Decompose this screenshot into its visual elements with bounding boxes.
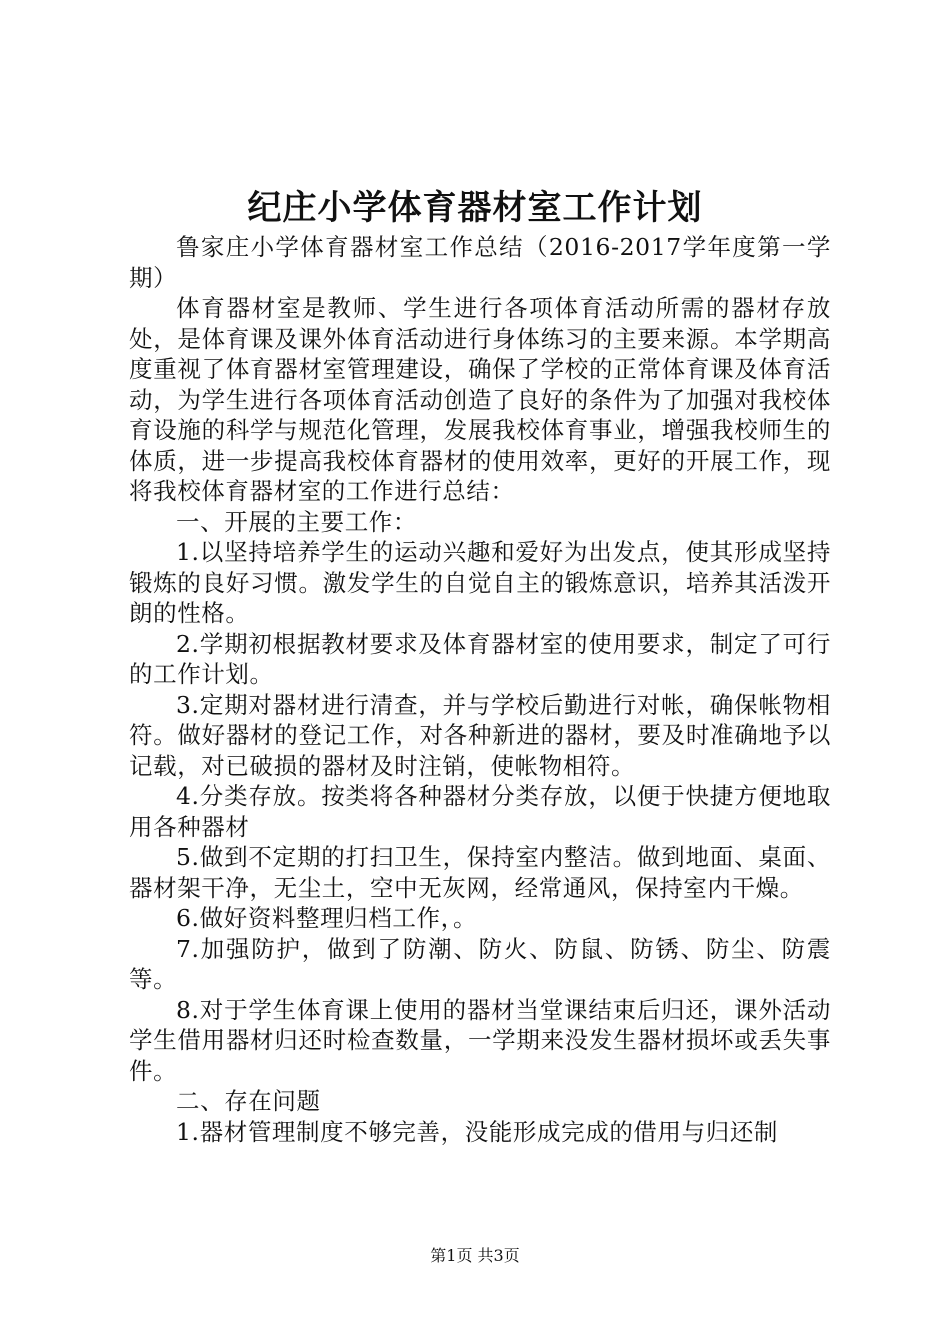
list-item: 5.做到不定期的打扫卫生，保持室内整洁。做到地面、桌面、器材架干净，无尘土，空中无灰网，经常通风，保持室内干燥。 xyxy=(129,843,831,902)
document-body xyxy=(129,232,831,1147)
list-item: 2.学期初根据教材要求及体育器材室的使用要求，制定了可行的工作计划。 xyxy=(129,629,831,688)
section-heading-work: 一、开展的主要工作： xyxy=(176,507,417,536)
section-heading-problems: 二、存在问题 xyxy=(176,1087,321,1115)
list-item: 1.以坚持培养学生的运动兴趣和爱好为出发点，使其形成坚持锻炼的良好习惯。激发学生的自觉自主的锻炼意识，培养其活泼开朗的性格。 xyxy=(129,538,831,627)
list-item: 6.做好资料整理归档工作，。 xyxy=(176,904,478,932)
list-item: 4.分类存放。按类将各种器材分类存放，以便于快捷方便地取用各种器材 xyxy=(129,782,831,841)
document-title: 纪庄小学体育器材室工作计划 xyxy=(247,188,703,228)
list-item: 3.定期对器材进行清查，并与学校后勤进行对帐，确保帐物相符。做好器材的登记工作，对各种新进的器材，要及时准确地予以记载，对已破损的器材及时注销，使帐物相符。 xyxy=(129,690,831,780)
page-number-footer: 第1页 共3页 xyxy=(430,1246,520,1265)
list-item: 7.加强防护，做到了防潮、防火、防鼠、防锈、防尘、防震等。 xyxy=(129,934,831,993)
paragraph-subtitle: 鲁家庄小学体育器材室工作总结（2016-2017学年度第一学期） xyxy=(129,233,831,292)
list-item: 1.器材管理制度不够完善，没能形成完成的借用与归还制 xyxy=(176,1117,779,1146)
paragraph-intro: 体育器材室是教师、学生进行各项体育活动所需的器材存放处，是体育课及课外体育活动进行身体练习的主要来源。本学期高度重视了体育器材室管理建设，确保了学校的正常体育课及体育活动，为学生进行各项体育活动创造了良好的条件为了加强对我校体育设施的科学与规范化管理，发展我校体育事业，增强我校师生的体质，进一步提高我校体育器材的使用效率，更好的开展工作，现将我校体育器材室的工作进行总结： xyxy=(129,294,831,505)
list-item: 8.对于学生体育课上使用的器材当堂课结束后归还，课外活动学生借用器材归还时检查数量，一学期来没发生器材损坏或丢失事件。 xyxy=(129,995,831,1085)
